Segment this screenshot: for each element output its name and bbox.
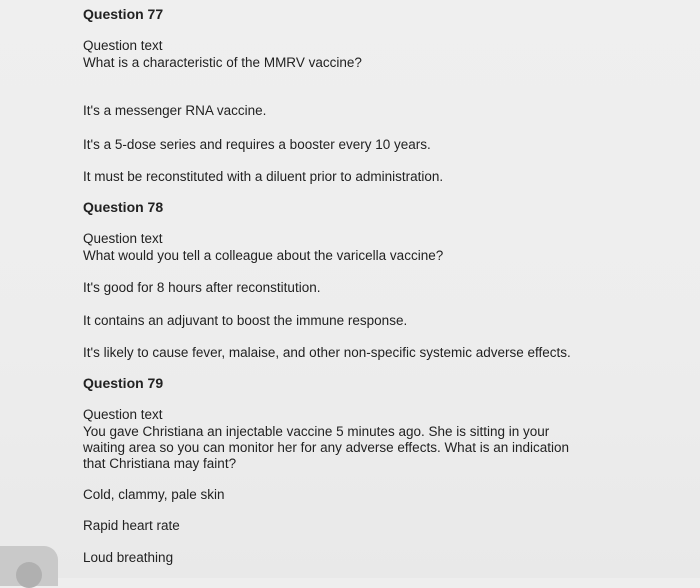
question-79-text-line-2: waiting area so you can monitor her for any adverse effects. What is an indication bbox=[83, 440, 570, 455]
question-79-answer-2[interactable]: Rapid heart rate bbox=[83, 518, 180, 533]
question-78-answer-2[interactable]: It contains an adjuvant to boost the immune response. bbox=[83, 313, 408, 328]
question-77-title: Question 77 bbox=[83, 6, 164, 22]
question-77-label: Question text bbox=[83, 38, 163, 53]
question-79-answer-3[interactable]: Loud breathing bbox=[83, 550, 174, 565]
question-77-text: What is a characteristic of the MMRV vaccine? bbox=[83, 55, 362, 70]
question-79-title: Question 79 bbox=[83, 375, 164, 391]
question-77-answer-3[interactable]: It must be reconstituted with a diluent prior to administration. bbox=[83, 169, 444, 184]
question-78-answer-3[interactable]: It's likely to cause fever, malaise, and other non-specific systemic adverse effects. bbox=[83, 345, 571, 360]
question-79-answer-1[interactable]: Cold, clammy, pale skin bbox=[83, 487, 225, 502]
question-79-text-line-1: You gave Christiana an injectable vaccine 5 minutes ago. She is sitting in your bbox=[83, 424, 550, 439]
question-78-text: What would you tell a colleague about the varicella vaccine? bbox=[83, 248, 444, 263]
corner-widget-icon[interactable] bbox=[16, 562, 42, 588]
question-79-text-line-3: that Christiana may faint? bbox=[83, 456, 237, 471]
question-78-label: Question text bbox=[83, 231, 163, 246]
question-78-title: Question 78 bbox=[83, 199, 164, 215]
question-77-answer-2[interactable]: It's a 5-dose series and requires a booster every 10 years. bbox=[83, 137, 431, 152]
question-79-label: Question text bbox=[83, 407, 163, 422]
question-78-answer-1[interactable]: It's good for 8 hours after reconstitution. bbox=[83, 280, 321, 295]
question-77-answer-1[interactable]: It's a messenger RNA vaccine. bbox=[83, 103, 267, 118]
